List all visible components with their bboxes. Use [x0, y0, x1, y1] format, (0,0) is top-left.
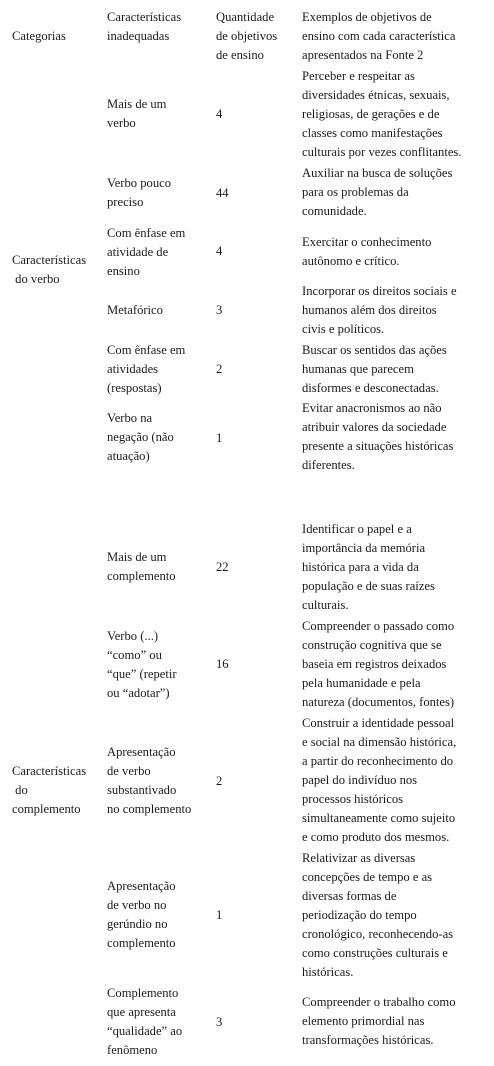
- row-caracteristica: Verbo (...) “como” ou “que” (repetir ou “adotar”): [107, 629, 177, 700]
- row-caracteristica: Mais de um complemento: [107, 550, 176, 583]
- row-exemplo: Relativizar as diversas concepções de tempo e as diversas formas de periodização do tempo cronológico, reconhecendo-as como construções culturais e históricas.: [302, 851, 454, 979]
- row-quantidade: 44: [216, 186, 229, 200]
- row-quantidade: 2: [216, 362, 223, 376]
- row-caracteristica: Verbo na negação (não atuação): [107, 411, 174, 463]
- header-caracteristicas: Características inadequadas: [107, 10, 182, 43]
- row-quantidade: 1: [216, 431, 223, 445]
- row-exemplo: Incorporar os direitos sociais e humanos além dos direitos civis e políticos.: [302, 284, 457, 336]
- row-quantidade: 1: [216, 908, 223, 922]
- row-quantidade: 4: [216, 107, 223, 121]
- row-exemplo: Identificar o papel e a importância da memória histórica para a vida da população e de suas raízes culturais.: [302, 522, 435, 612]
- row-caracteristica: Mais de um verbo: [107, 97, 167, 130]
- row-exemplo: Evitar anacronismos ao não atribuir valores da sociedade presente a situações históricas diferentes.: [302, 401, 454, 472]
- row-quantidade: 3: [216, 1015, 223, 1029]
- row-caracteristica: Complemento que apresenta “qualidade” ao fenômeno: [107, 986, 183, 1057]
- row-caracteristica: Metafórico: [107, 303, 163, 317]
- row-quantidade: 22: [216, 560, 229, 574]
- row-exemplo: Auxiliar na busca de soluções para os problemas da comunidade.: [302, 166, 453, 218]
- header-quantidade: Quantidade de objetivos de ensino: [216, 10, 278, 62]
- row-quantidade: 4: [216, 244, 223, 258]
- row-exemplo: Compreender o trabalho como elemento primordial nas transformações históricas.: [302, 995, 456, 1047]
- header-categorias: Categorias: [12, 29, 66, 43]
- row-exemplo: Construir a identidade pessoal e social na dimensão histórica, a partir do reconhecimento do papel do indivíduo nos processos históricos simultaneamente como sujeito e como produto dos mesmos.: [302, 716, 457, 844]
- row-caracteristica: Com ênfase em atividade de ensino: [107, 226, 186, 278]
- category-complemento: Características do complemento: [12, 764, 87, 816]
- row-exemplo: Exercitar o conhecimento autônomo e crítico.: [302, 235, 432, 268]
- row-exemplo: Perceber e respeitar as diversidades étnicas, sexuais, religiosas, de gerações e de classes como manifestações culturais por vezes conflitantes.: [302, 69, 462, 159]
- category-verbo: Características do verbo: [12, 253, 87, 286]
- row-caracteristica: Com ênfase em atividades (respostas): [107, 343, 186, 395]
- row-caracteristica: Apresentação de verbo substantivado no complemento: [107, 745, 192, 816]
- row-exemplo: Buscar os sentidos das ações humanas que parecem disformes e desconectadas.: [302, 343, 447, 395]
- row-exemplo: Compreender o passado como construção cognitiva que se baseia em registros deixados pela humanidade e pela natureza (documentos, fontes): [302, 619, 455, 709]
- row-quantidade: 3: [216, 303, 223, 317]
- row-caracteristica: Verbo pouco preciso: [107, 176, 172, 209]
- row-quantidade: 2: [216, 774, 223, 788]
- row-caracteristica: Apresentação de verbo no gerúndio no complemento: [107, 879, 176, 950]
- row-quantidade: 16: [216, 657, 229, 671]
- header-exemplos: Exemplos de objetivos de ensino com cada característica apresentados na Fonte 2: [302, 10, 456, 62]
